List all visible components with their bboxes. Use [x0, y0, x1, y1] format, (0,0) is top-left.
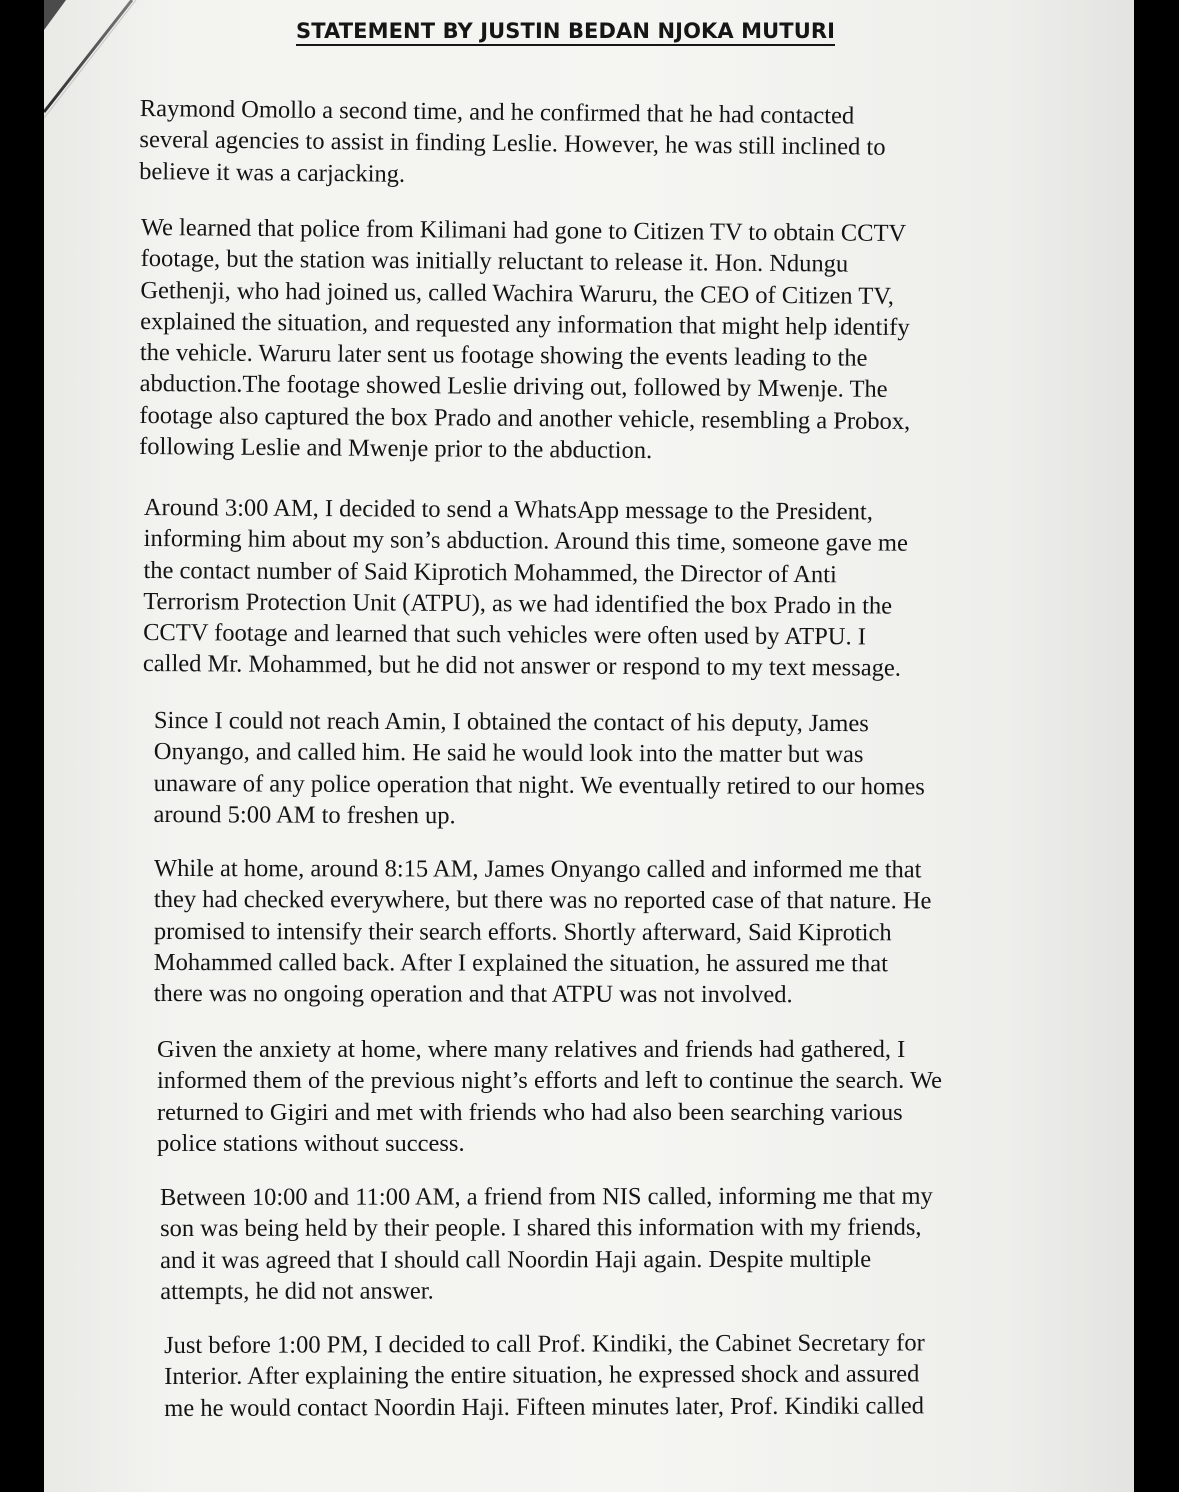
text-line: informing him about my son’s abduction. Around this time, someone gave me — [143, 525, 908, 557]
document-title: STATEMENT BY JUSTIN BEDAN NJOKA MUTURI — [296, 18, 835, 46]
text-line: following Leslie and Mwenje prior to the abduction. — [139, 433, 653, 465]
text-line: footage, but the station was initially reluctant to release it. Hon. Ndungu — [140, 245, 849, 278]
paragraph — [139, 93, 886, 195]
text-line: footage also captured the box Prado and another vehicle, resembling a Probox, — [139, 401, 911, 435]
text-line: police stations without success. — [157, 1129, 465, 1157]
text-line: promised to intensify their search efforts. Shortly afterward, Said Kiprotich — [153, 917, 892, 946]
text-line: returned to Gigiri and met with friends who had also been searching various — [157, 1098, 903, 1126]
text-line: Mohammed called back. After I explained the situation, he assured me that — [153, 948, 888, 978]
text-line: and it was agreed that I should call Noordin Haji again. Despite multiple — [160, 1245, 872, 1274]
paragraph — [143, 492, 908, 684]
text-line: While at home, around 8:15 AM, James Onyango called and informed me that — [153, 855, 922, 884]
paragraph — [154, 853, 932, 1011]
text-line: they had checked everywhere, but there was no reported case of that nature. He — [153, 886, 932, 915]
text-line: believe it was a carjacking. — [139, 157, 406, 188]
text-line: the contact number of Said Kiprotich Mohammed, the Director of Anti — [143, 556, 837, 588]
text-line: Terrorism Protection Unit (ATPU), as we had identified the box Prado in the — [143, 587, 893, 620]
text-line: there was no ongoing operation and that ATPU was not involved. — [153, 980, 793, 1009]
text-line: explained the situation, and requested any information that might help identify — [140, 307, 910, 341]
text-line: Given the anxiety at home, where many relatives and friends had gathered, I — [157, 1036, 906, 1063]
text-line: Just before 1:00 PM, I decided to call Prof. Kindiki, the Cabinet Secretary for — [164, 1329, 925, 1359]
text-line: the vehicle. Waruru later sent us footage showing the events leading to the — [139, 339, 868, 372]
paragraph — [160, 1181, 933, 1308]
text-line: Between 10:00 and 11:00 AM, a friend from NIS called, informing me that my — [160, 1182, 933, 1211]
text-line: unaware of any police operation that night. We eventually retired to our homes — [153, 769, 925, 800]
text-line: several agencies to assist in finding Leslie. However, he was still inclined to — [139, 126, 886, 162]
text-line: abduction.The footage showed Leslie driving out, followed by Mwenje. The — [139, 370, 888, 404]
text-line: attempts, he did not answer. — [160, 1277, 434, 1305]
paragraph — [157, 1034, 942, 1159]
text-line: called Mr. Mohammed, but he did not answer or respond to my text message. — [142, 650, 902, 683]
paragraph — [153, 705, 925, 834]
text-line: informed them of the previous night’s efforts and left to continue the search. We — [157, 1067, 942, 1095]
paragraph — [164, 1327, 925, 1424]
text-line: around 5:00 AM to freshen up. — [153, 800, 456, 830]
text-line: We learned that police from Kilimani had gone to Citizen TV to obtain CCTV — [140, 213, 907, 248]
document-page — [44, 0, 1134, 1492]
text-line: son was being held by their people. I shared this information with my friends, — [160, 1213, 922, 1243]
text-line: CCTV footage and learned that such vehicles were often used by ATPU. I — [143, 619, 867, 651]
text-line: Onyango, and called him. He said he would look into the matter but was — [153, 738, 864, 769]
paragraph — [139, 212, 912, 468]
text-line: Gethenji, who had joined us, called Wachira Waruru, the CEO of Citizen TV, — [140, 276, 895, 310]
text-line: Raymond Omollo a second time, and he confirmed that he had contacted — [139, 94, 855, 130]
text-line: Since I could not reach Amin, I obtained the contact of his deputy, James — [153, 707, 869, 738]
text-line: me he would contact Noordin Haji. Fifteen minutes later, Prof. Kindiki called — [164, 1391, 925, 1422]
text-line: Interior. After explaining the entire situation, he expressed shock and assured — [164, 1360, 920, 1391]
text-line: Around 3:00 AM, I decided to send a WhatsApp message to the President, — [143, 493, 873, 526]
